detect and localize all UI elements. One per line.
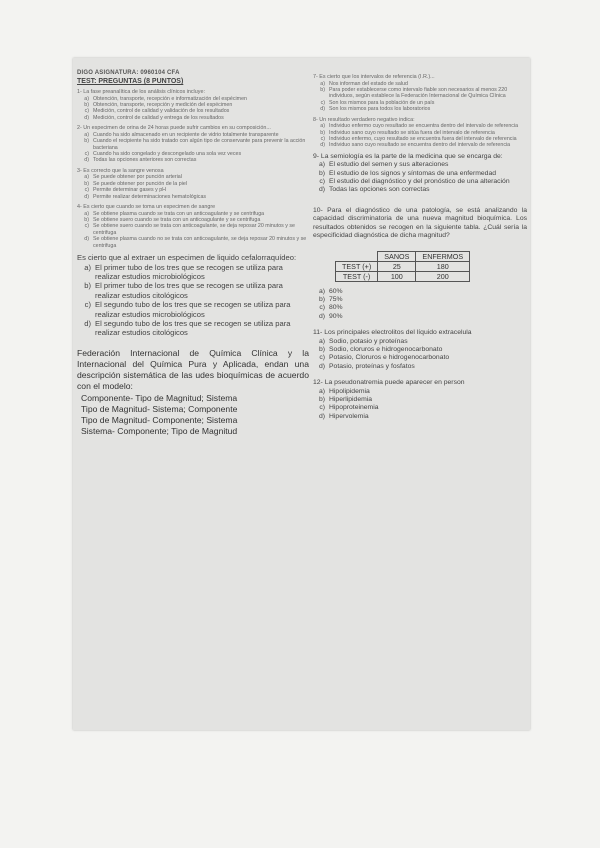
option-letter: c) [319, 354, 325, 362]
answer-option [313, 363, 527, 371]
option-letter: a) [84, 262, 91, 272]
answer-option [77, 138, 309, 151]
answer-option [77, 115, 309, 121]
option-text: El segundo tubo de los tres que se recogen se utiliza para realizar estudios microbiológicos [95, 300, 291, 319]
option-letter: a) [318, 387, 325, 395]
option-text: Son los mismos para todos los laboratorios [329, 106, 431, 113]
option-text: Sodio, potasio y proteínas [329, 337, 408, 345]
option-letter: b) [318, 169, 325, 177]
question-stem: 4- Es cierto que cuando se toma un especimen de sangre [77, 204, 216, 211]
option-text: El segundo tubo de los tres que se recogen se utiliza para realizar estudios citológicos [95, 318, 291, 338]
answer-option [77, 300, 309, 319]
question-12 [313, 379, 527, 421]
option-letter: c) [319, 304, 325, 312]
option-letter: a) [84, 174, 89, 181]
answer-option [313, 413, 527, 421]
question-6 [77, 348, 309, 438]
table-cell: 180 [416, 261, 470, 271]
option-text: El primer tubo de los tres que se recogen se utiliza para realizar estudios citológicos [95, 281, 283, 300]
table-header: SANOS [378, 251, 416, 261]
table-cell: 25 [378, 261, 416, 271]
option-text: Todas las opciones son correctas [329, 186, 430, 194]
table-row [336, 261, 470, 271]
option-text: Individuo enfermo cuyo resultado se encuentra dentro del intervalo de referencia [329, 123, 519, 130]
option-letter: b) [320, 87, 325, 93]
option-text: Cuando el recipiente ha sido tratado con algún tipo de conservante para prevenir la acción bacteriana [93, 138, 306, 151]
right-column [313, 70, 527, 421]
question-12-options [313, 388, 527, 422]
answer-option [313, 87, 527, 100]
option-letter: c) [84, 187, 89, 194]
option-text: Obtención, transporte, recepción y medición del espécimen [93, 102, 233, 108]
question-11-stem: 11- Los principales electrolitos del líquido extracelula [313, 329, 472, 337]
answer-option [313, 388, 527, 396]
question-10 [313, 207, 527, 321]
option-text: Individuo sano cuyo resultado se encuentra dentro del intervalo de referencia [329, 142, 511, 149]
option-text: Medición, control de calidad y entrega de los resultados [93, 114, 224, 121]
left-questions [77, 89, 309, 338]
answer-option [313, 288, 527, 296]
question-block [77, 168, 309, 200]
option-text: 90% [329, 312, 343, 320]
option-text: Se obtiene plasma cuando se trata con un anticoagulante y se centrifuga [93, 210, 265, 217]
question-10-options [313, 288, 527, 322]
option-letter: a) [320, 123, 325, 130]
question-11-options [313, 338, 527, 372]
option-letter: b) [84, 138, 89, 145]
option-letter: c) [319, 404, 325, 412]
option-text: Cuando ha sido congelado y descongelado una sola vez veces [93, 151, 242, 158]
option-letter: d) [320, 142, 325, 149]
answer-option [313, 313, 527, 321]
answer-option [77, 157, 309, 163]
option-letter: d) [84, 236, 89, 243]
option-text: Hiperlipidemia [329, 395, 373, 403]
question-6-option-d: Sistema- Componente; Tipo de Magnitud [81, 426, 238, 437]
option-text: El primer tubo de los tres que se recogen se utiliza para realizar estudios microbiológicos [95, 262, 283, 281]
option-letter: c) [84, 223, 89, 230]
option-letter: b) [320, 129, 325, 136]
option-letter: b) [318, 395, 325, 403]
option-text: Se puede obtener por punción arterial [93, 174, 182, 181]
option-text: Potasio, Cloruros e hidrogenocarbonato [329, 354, 450, 362]
option-letter: a) [318, 161, 325, 169]
answer-option [77, 236, 309, 249]
answer-option [313, 186, 527, 194]
answer-option [313, 296, 527, 304]
option-text: El estudio del diagnóstico y del pronóstico de una alteración [329, 178, 510, 186]
answer-option [77, 194, 309, 200]
question-stem: 1- La fase preanalítica de los análisis clínicos incluye: [77, 89, 205, 95]
option-letter: d) [320, 106, 325, 113]
option-letter: b) [318, 345, 325, 353]
question-block [313, 153, 527, 195]
answer-option [313, 396, 527, 404]
option-text: Hipoproteinemia [329, 404, 379, 412]
option-letter: a) [318, 287, 325, 295]
option-text: Permite realizar determinaciones hematológicas [93, 193, 207, 200]
table-corner [336, 251, 378, 261]
section-title: TEST: PREGUNTAS (8 PUNTOS) [77, 78, 184, 85]
option-text: El estudio de los signos y síntomas de una enfermedad [329, 169, 497, 177]
question-12-stem: 12- La pseudonatremia puede aparecer en person [313, 379, 465, 387]
option-letter: c) [320, 99, 325, 106]
answer-option [77, 263, 309, 282]
option-letter: d) [318, 186, 325, 194]
option-text: Obtención, transporte, recepción e informatización del espécimen [93, 95, 247, 102]
question-stem: Es cierto que al extraer un especimen de liquido cefalorraquídeo: [77, 253, 297, 263]
question-stem: 9- La semiología es la parte de la medicina que se encarga de: [313, 152, 503, 160]
option-text: Individuo enfermo, cuyo resultado se encuentra fuera del intervalo de referencia [329, 136, 517, 143]
option-text: Sodio, cloruros e hidrogenocarbonato [329, 345, 443, 353]
option-letter: d) [84, 114, 89, 121]
option-text: Cuando ha sido almacenado en un recipiente de vidrio totalmente transparente [93, 131, 279, 138]
question-6-stem: Federación Internacional de Química Clínica y la Internacional del Química Pura y Aplicada, endan una descripción sistemática de las udes bioquímicas de acuerdo con el modelo: [77, 347, 309, 392]
table-row [336, 271, 470, 281]
question-block [77, 89, 309, 121]
option-letter: b) [84, 102, 89, 108]
answer-option [77, 319, 309, 338]
option-letter: b) [318, 295, 325, 303]
option-letter: d) [318, 312, 325, 320]
option-text: Hipolipidemia [329, 387, 370, 395]
option-letter: a) [318, 337, 325, 345]
question-6-option-c: Tipo de Magnitud- Componente; Sistema [81, 414, 238, 425]
answer-option [313, 170, 527, 178]
option-text: Nos informan del estado de salud [329, 80, 408, 87]
option-text: 60% [329, 287, 343, 295]
option-text: Se obtiene plasma cuando no se trata con anticoagulante, se deja reposar 20 minutos y se centrifuga [93, 236, 307, 249]
table-cell: 200 [416, 271, 470, 281]
question-10-stem: 10- Para el diagnóstico de una patología, se está analizando la capacidad discriminatoria de una nueva magnitud bioquímica. Los resultados obtenidos se recogen en la siguiente tabla. ¿Cuál sería la especificidad diagnóstica de dicha magnitud? [313, 206, 527, 240]
question-block [313, 74, 527, 113]
question-stem: 2- Un especimen de orina de 24 horas puede sufrir cambios en su composición... [77, 125, 271, 132]
table-header: ENFERMOS [416, 251, 470, 261]
option-text: Individuo sano cuyo resultado se sitúa fuera del intervalo de referencia [329, 129, 495, 136]
option-letter: d) [318, 362, 325, 370]
left-column [77, 70, 309, 437]
answer-option [77, 281, 309, 300]
option-letter: a) [84, 131, 89, 138]
option-letter: b) [84, 180, 89, 187]
option-letter: d) [84, 318, 91, 328]
answer-option [313, 142, 527, 148]
question-6-option-a: Componente- Tipo de Magnitud; Sistema [81, 392, 238, 403]
table-header-row [336, 251, 470, 261]
exam-sheet [73, 58, 530, 730]
option-letter: d) [84, 193, 89, 200]
option-text: Medición, control de calidad y validación de los resultados [93, 108, 230, 115]
question-block [77, 125, 309, 164]
question-block [77, 253, 309, 338]
question-6-option-b: Tipo de Magnitud- Sistema; Componente [81, 403, 238, 414]
right-questions [313, 74, 527, 195]
table-cell: 100 [378, 271, 416, 281]
option-text: Para poder establecerse como intervalo fiable son necesarios al menos 220 individuos, según establece la Federación Internacional de Química Clínica [329, 87, 508, 100]
answer-option [313, 404, 527, 412]
option-letter: c) [84, 300, 91, 310]
option-letter: d) [84, 157, 89, 164]
answer-option [313, 354, 527, 362]
question-block [313, 117, 527, 149]
answer-option [313, 304, 527, 312]
option-letter: a) [84, 210, 89, 217]
answer-option [313, 178, 527, 186]
answer-option [313, 161, 527, 169]
option-letter: c) [84, 108, 89, 115]
option-text: Hipervolemia [329, 412, 369, 420]
question-block [77, 204, 309, 249]
option-text: El estudio del semen y sus alteraciones [329, 161, 449, 169]
answer-option [313, 338, 527, 346]
option-letter: a) [320, 80, 325, 87]
answer-option [77, 223, 309, 236]
option-letter: a) [84, 95, 89, 102]
question-stem: 8- Un resultado verdadero negativo indica: [313, 116, 415, 123]
option-letter: b) [84, 217, 89, 224]
option-text: Son los mismos para la población de un país [329, 99, 435, 106]
results-table [335, 251, 470, 282]
option-text: Se obtiene suero cuando se trata con un anticoagulante y se centrifuga [93, 217, 261, 224]
question-stem: 3- Es correcto que la sangre venosa [77, 167, 164, 174]
table-cell: TEST (-) [336, 271, 378, 281]
table-cell: TEST (+) [336, 261, 378, 271]
answer-option [313, 106, 527, 112]
option-letter: c) [320, 136, 325, 143]
option-text: Permite determinar gases y pH [93, 187, 167, 194]
option-text: Potasio, proteínas y fosfatos [329, 362, 415, 370]
option-text: Todas las opciones anteriores son correctas [93, 157, 197, 164]
option-text: 80% [329, 304, 343, 312]
subject-code: DIGO ASIGNATURA: 0960104 CFA [77, 70, 180, 76]
option-text: Se puede obtener por punción de la piel [93, 180, 187, 187]
option-letter: b) [84, 281, 91, 291]
option-letter: d) [318, 412, 325, 420]
option-text: 75% [329, 295, 343, 303]
question-11 [313, 329, 527, 371]
option-letter: c) [84, 151, 89, 158]
option-text: Se obtiene suero cuando se trata con anticoagulante, se deja reposar 20 minutos y se centrifuga [93, 223, 296, 236]
option-letter: c) [319, 178, 325, 186]
answer-option [313, 346, 527, 354]
question-stem: 7- Es cierto que los intervalos de referencia (I.R.)... [313, 74, 435, 80]
